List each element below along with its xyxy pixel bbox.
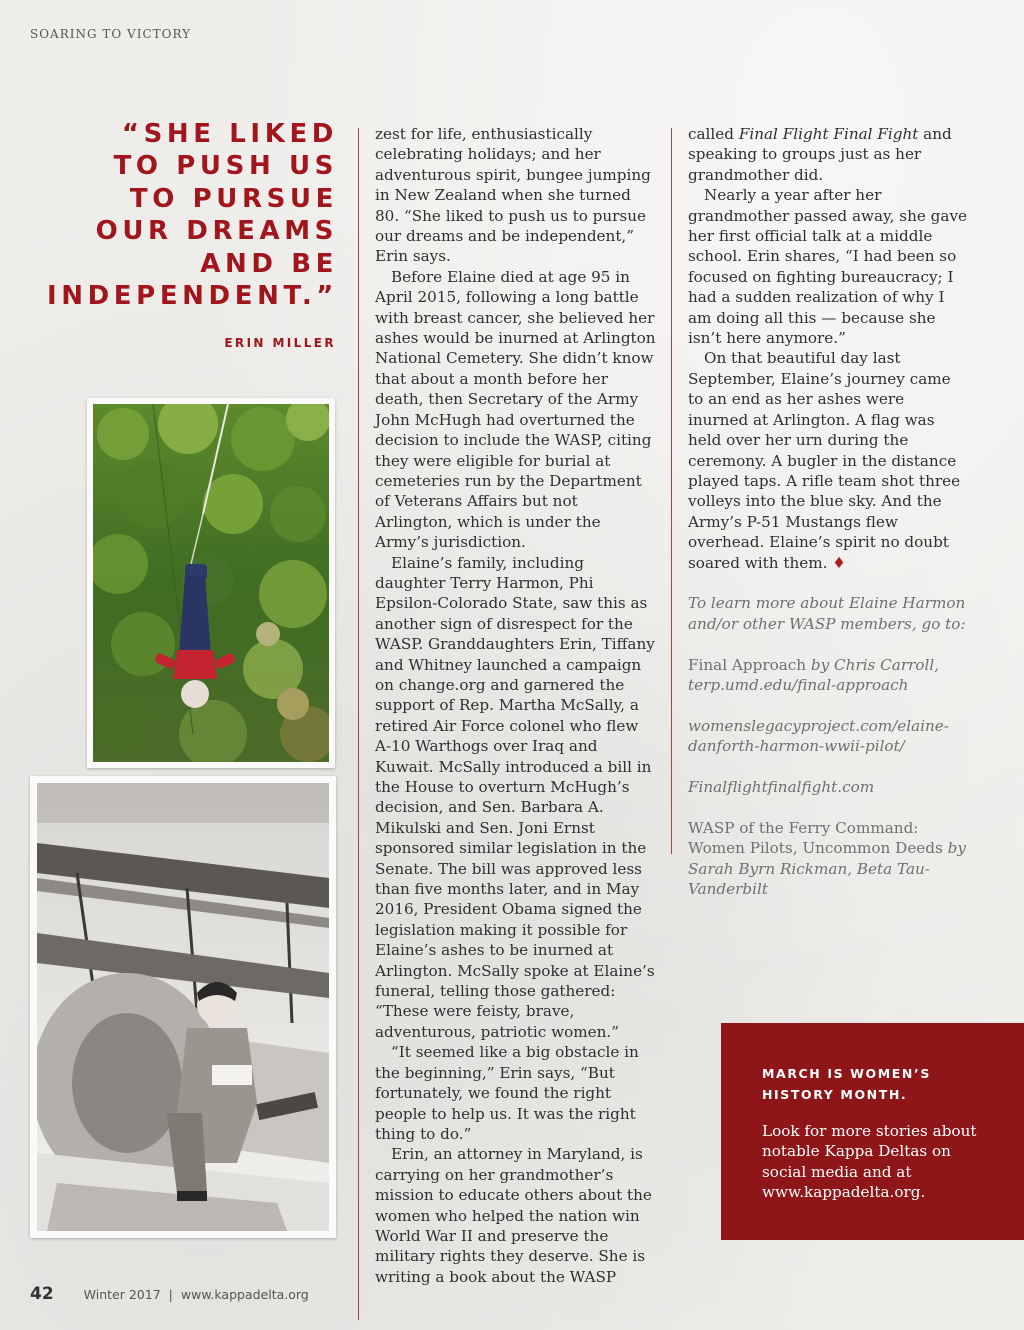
bungee-jump-photo xyxy=(87,398,335,768)
resource-title: WASP of the Ferry Command: Women Pilots, Uncommon Deeds xyxy=(688,818,943,858)
resource-byline: by Sarah Byrn Rickman, Beta Tau-Vanderbilt xyxy=(688,839,966,898)
paragraph: “It seemed like a big obstacle in the beginning,” Erin says, “But fortunately, we found the right people to help us. It was the right thing to do.” xyxy=(375,1043,639,1143)
book-title: Final Flight Final Fight xyxy=(738,125,919,143)
sidebar-title: MARCH IS WOMEN’S HISTORY MONTH. xyxy=(762,1066,931,1102)
paragraph: Erin, an attorney in Maryland, is carrying on her grandmother’s mission to educate others about the women who helped the nation win World War II and preserve the military rights they deserve. She is writing a book about the WASP xyxy=(375,1145,652,1286)
text: On that beautiful day last September, Elaine’s journey came to an end as her ashes were inurned at Arlington. A flag was held over her urn during the ceremony. A bugler in the distance played taps. A rifle team shot three volleys into the blue sky. And the Army’s P-51 Mustangs flew overhead. Elaine’s spirit no doubt soared with them. xyxy=(688,349,961,572)
paragraph: Elaine’s family, including daughter Terry Harmon, Phi Epsilon-Colorado State, saw this as another sign of disrespect for the WASP. Granddaughters Erin, Tiffany and Whitney launched a campaign on change.org and garnered the support of Rep. Martha McSally, a retired Air Force colonel who flew A-10 Warthogs over Iraq and Kuwait. McSally introduced a bill in the House to overturn McHugh’s decision, and Sen. Barbara A. Mikulski and Sen. Joni Ernst sponsored similar legislation in the Senate. The bill was approved less than five months later, and in May 2016, President Obama signed the legislation making it possible for Elaine’s ashes to be inurned at Arlington. McSally spoke at Elaine’s funeral, telling those gathered: “These were feisty, brave, adventurous, patriotic women.” xyxy=(375,553,655,1041)
resource-link[interactable]: Finalflightfinalfight.com xyxy=(688,777,875,796)
text: and speaking to groups just as her grandmother did. xyxy=(688,125,952,184)
end-mark-icon: ♦ xyxy=(832,553,846,572)
footer-separator: | xyxy=(168,1287,173,1302)
pilot-biplane-image xyxy=(37,783,329,1231)
sidebar-body: Look for more stories about notable Kappa Deltas on social media and at www.kappadelta.org. xyxy=(762,1122,977,1202)
page-footer xyxy=(30,1284,309,1304)
paragraph: Before Elaine died at age 95 in April 2015, following a long battle with breast cancer, she believed her ashes would be inurned at Arlington National Cemetery. She didn’t know that about a month before her death, then Secretary of the Army John McHugh had overturned the decision to include the WASP, citing they were eligible for burial at cemeteries run by the Department of Veterans Affairs but not Arlington, which is under the Army’s jurisdiction. xyxy=(375,267,656,552)
column-rule-left xyxy=(358,128,359,1320)
resource-link[interactable]: womenslegacyproject.com/elaine-danforth-harmon-wwii-pilot/ xyxy=(688,716,949,756)
pull-quote-line: AND BE xyxy=(200,248,338,279)
section-label: SOARING TO VICTORY xyxy=(30,27,192,41)
resources-intro: To learn more about Elaine Harmon and/or other WASP members, go to: xyxy=(688,594,966,633)
womens-history-month-box xyxy=(721,1023,1024,1240)
website-link[interactable]: www.kappadelta.org xyxy=(180,1287,309,1302)
article-column-2 xyxy=(688,124,968,920)
pull-quote-line: INDEPENDENT.” xyxy=(46,281,338,312)
article-column-1 xyxy=(375,124,657,1287)
paragraph xyxy=(688,124,968,185)
issue-label: Winter 2017 xyxy=(83,1287,161,1302)
page-number: 42 xyxy=(30,1284,54,1304)
resources-list xyxy=(688,593,968,899)
pull-quote xyxy=(40,118,338,312)
bungee-jump-image xyxy=(93,404,329,762)
pull-quote-line: TO PUSH US xyxy=(113,151,338,182)
pilot-biplane-photo xyxy=(30,776,336,1238)
resource-item xyxy=(688,655,968,696)
text: called xyxy=(688,125,739,143)
pull-quote-line: “SHE LIKED xyxy=(121,119,338,149)
pull-quote-line: TO PURSUE xyxy=(129,183,338,214)
resource-byline: by Chris Carroll, terp.umd.edu/final-approach xyxy=(688,655,940,694)
pull-quote-line: OUR DREAMS xyxy=(95,216,338,247)
resource-item xyxy=(688,818,968,900)
quote-author: ERIN MILLER xyxy=(224,336,336,350)
paragraph xyxy=(688,348,968,572)
column-rule-right xyxy=(671,128,672,854)
paragraph: zest for life, enthusiastically celebrating holidays; and her adventurous spirit, bungee jumping in New Zealand when she turned 80. “She liked to push us to pursue our dreams and be independent,” Erin says. xyxy=(375,125,651,266)
resource-title: Final Approach xyxy=(688,655,807,674)
paragraph: Nearly a year after her grandmother passed away, she gave her first official talk at a middle school. Erin shares, “I had been so focused on fighting bureaucracy; I had a sudden realization of why I am doing all this — because she isn’t here anymore.” xyxy=(688,186,968,348)
